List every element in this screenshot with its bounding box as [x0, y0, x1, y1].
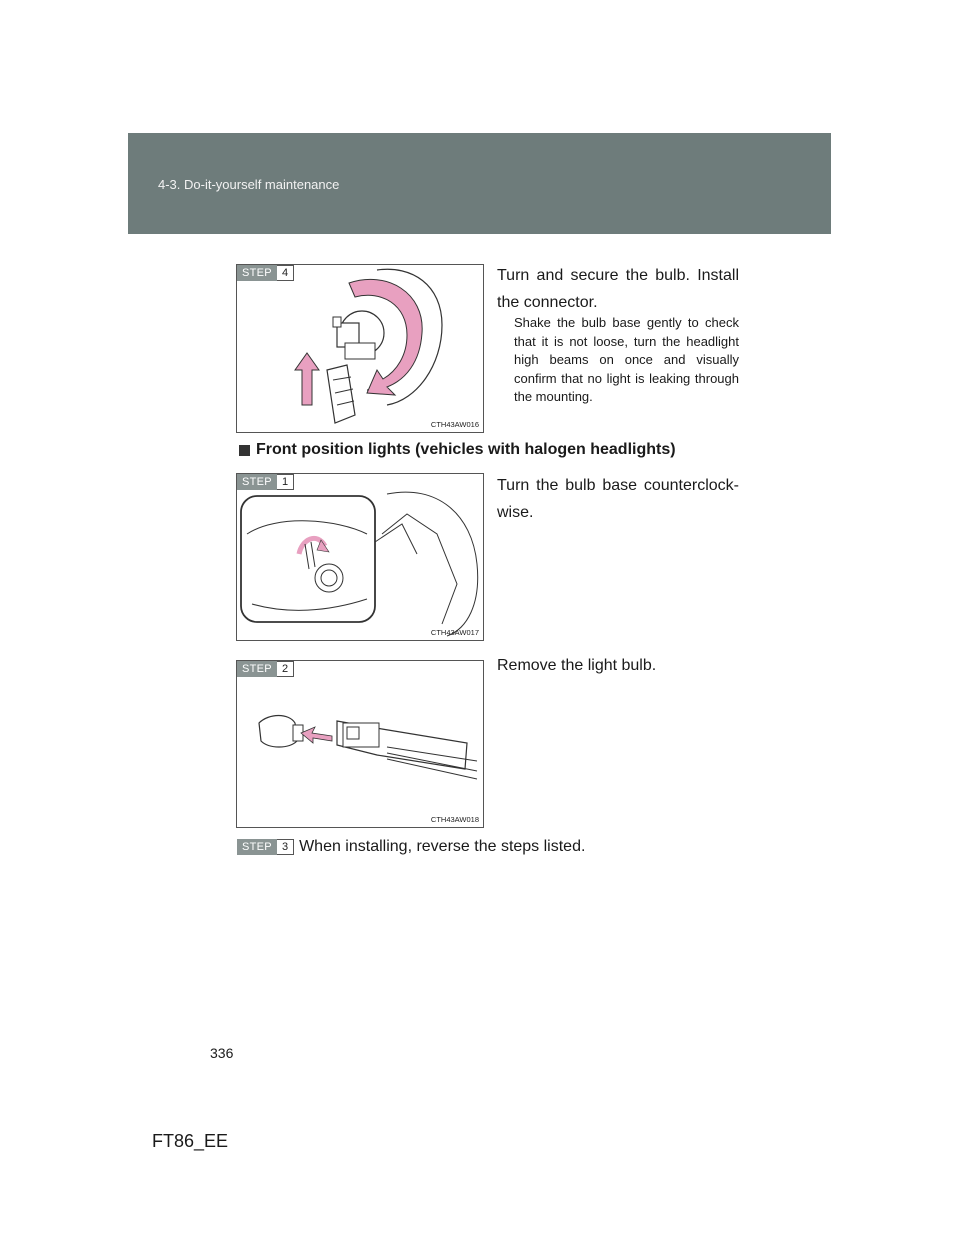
step-label: STEP — [237, 474, 277, 490]
step-tag-2 — [237, 661, 294, 677]
step-label: STEP — [237, 839, 277, 855]
step2-text: Remove the light bulb. — [497, 657, 657, 674]
figure-code: CTH43AW018 — [430, 815, 479, 824]
subheading — [237, 441, 676, 459]
figure-step2 — [236, 660, 484, 828]
doc-code: FT86_EE — [152, 1131, 229, 1151]
step-label: STEP — [237, 265, 277, 281]
bulb-install-illustration — [237, 265, 483, 432]
step-number: 3 — [277, 839, 294, 855]
figure-code: CTH43AW016 — [430, 420, 479, 429]
step-number: 4 — [277, 265, 294, 281]
headlight-illustration — [237, 474, 483, 640]
subheading-text: Front position lights (vehicles with halogen headlights) — [256, 441, 676, 458]
step-label: STEP — [237, 661, 277, 677]
step-tag-4 — [237, 265, 294, 281]
figure-step1 — [236, 473, 484, 641]
figure-code: CTH43AW017 — [430, 628, 479, 637]
step-number: 2 — [277, 661, 294, 677]
step3-text: When installing, reverse the steps listed. — [299, 838, 586, 855]
step3-line — [237, 838, 585, 856]
section-title: 4-3. Do-it-yourself maintenance — [158, 177, 340, 192]
step1-text: Turn the bulb base counterclock-wise. — [497, 477, 739, 521]
step4-text: Turn and secure the bulb. Install the connector. — [497, 267, 739, 311]
step-number: 1 — [277, 474, 294, 490]
step-tag-1 — [237, 474, 294, 490]
square-bullet-icon — [239, 445, 250, 456]
step4-note: Shake the bulb base gently to check that it is not loose, turn the headlight high beams on once and visually confirm that no light is leaking through the mounting. — [514, 315, 739, 404]
bulb-removal-illustration — [237, 661, 483, 827]
step-tag-3 — [237, 839, 294, 855]
figure-step4 — [236, 264, 484, 433]
page-number: 336 — [210, 1045, 234, 1061]
